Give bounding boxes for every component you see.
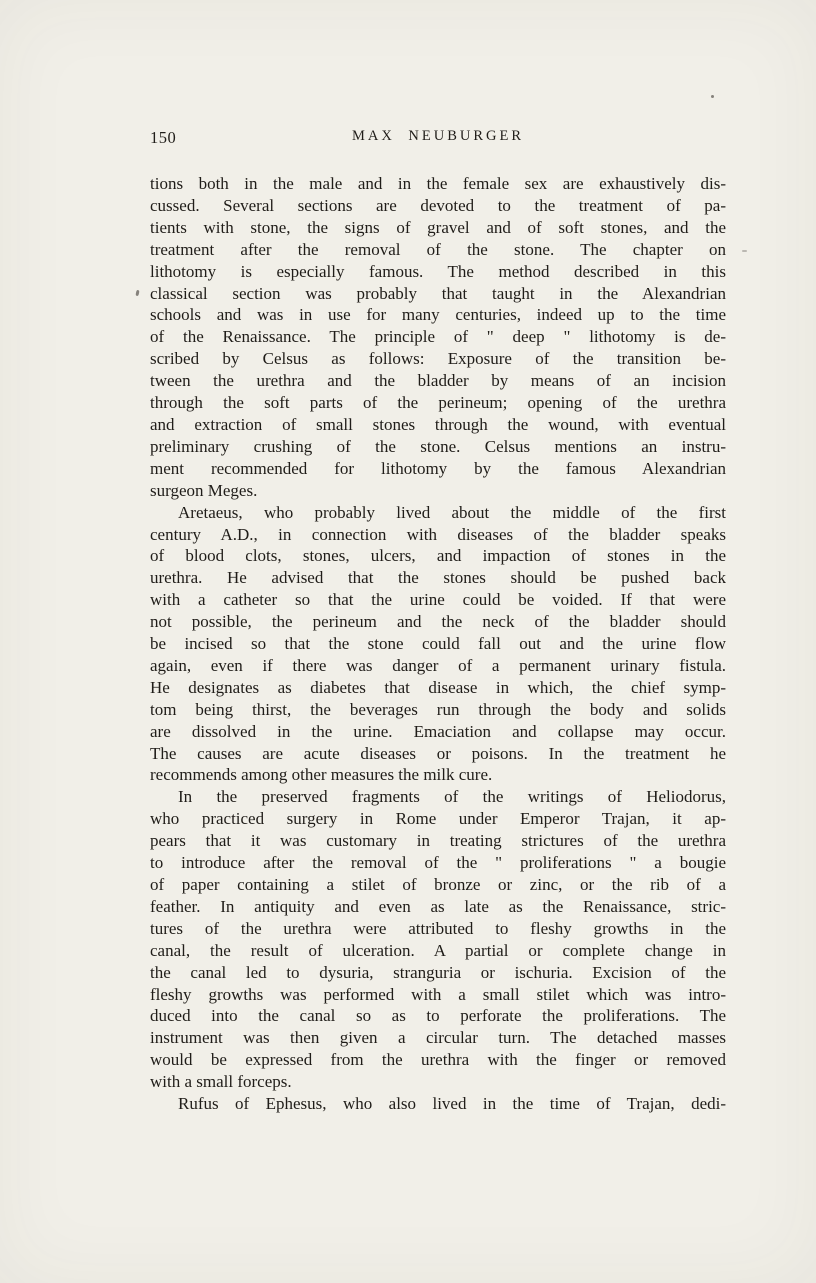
text-line: recommends among other measures the milk cure. xyxy=(150,765,493,785)
text-line: Aretaeus, who probably lived about the middle of the first xyxy=(178,502,726,522)
text-line: treatment after the removal of the stone. The chapter on xyxy=(150,239,726,259)
scan-speck xyxy=(711,95,714,98)
text-line: lithotomy is especially famous. The method described in this xyxy=(150,261,726,281)
page-body xyxy=(150,173,726,1115)
text-line: would be expressed from the urethra with the finger or removed xyxy=(150,1050,726,1070)
text-line: to introduce after the removal of the " proliferations " a bougie xyxy=(150,853,726,873)
text-line: He designates as diabetes that disease in which, the chief symp- xyxy=(150,677,726,697)
running-head: MAX NEUBURGER xyxy=(351,128,525,144)
text-line: of blood clots, stones, ulcers, and impaction of stones in the xyxy=(150,546,726,566)
text-line: and extraction of small stones through the wound, with eventual xyxy=(150,414,726,434)
text-line: the canal led to dysuria, stranguria or ischuria. Excision of the xyxy=(150,962,726,982)
text-line: cussed. Several sections are devoted to the treatment of pa- xyxy=(150,195,726,215)
text-line: In the preserved fragments of the writings of Heliodorus, xyxy=(178,787,726,807)
paragraph xyxy=(150,1093,726,1115)
text-line: schools and was in use for many centuries, indeed up to the time xyxy=(150,305,726,325)
paragraph xyxy=(150,502,726,787)
text-line: with a catheter so that the urine could be voided. If that were xyxy=(150,590,726,610)
text-line: pears that it was customary in treating strictures of the urethra xyxy=(150,831,726,851)
page-header xyxy=(150,128,726,150)
text-line: surgeon Meges. xyxy=(150,480,258,500)
text-line: instrument was then given a circular turn. The detached masses xyxy=(150,1028,726,1048)
paragraph xyxy=(150,173,726,502)
scan-speck xyxy=(135,290,139,296)
text-line: through the soft parts of the perineum; opening of the urethra xyxy=(150,393,726,413)
text-line: again, even if there was danger of a permanent urinary fistula. xyxy=(150,655,726,675)
text-line: duced into the canal so as to perforate the proliferations. The xyxy=(150,1006,726,1026)
scan-speck xyxy=(742,250,747,252)
text-line: century A.D., in connection with diseases of the bladder speaks xyxy=(150,524,726,544)
text-line: The causes are acute diseases or poisons. In the treatment he xyxy=(150,743,726,763)
text-line: of paper containing a stilet of bronze or zinc, or the rib of a xyxy=(150,875,726,894)
text-line: who practiced surgery in Rome under Emperor Trajan, it ap- xyxy=(150,809,726,829)
text-line: tures of the urethra were attributed to fleshy growths in the xyxy=(150,918,726,938)
text-line: tween the urethra and the bladder by means of an incision xyxy=(150,371,726,391)
text-line: preliminary crushing of the stone. Celsus mentions an instru- xyxy=(150,436,726,456)
text-line: of the Renaissance. The principle of " deep " lithotomy is de- xyxy=(150,327,726,347)
text-line: scribed by Celsus as follows: Exposure of the transition be- xyxy=(150,349,726,369)
text-line: tom being thirst, the beverages run through the body and solids xyxy=(150,699,726,719)
text-line: ment recommended for lithotomy by the famous Alexandrian xyxy=(150,458,726,478)
text-column xyxy=(150,128,726,1115)
text-line: not possible, the perineum and the neck of the bladder should xyxy=(150,612,726,632)
text-line: tients with stone, the signs of gravel and of soft stones, and the xyxy=(150,217,726,237)
text-line: tions both in the male and in the female sex are exhaustively dis- xyxy=(150,174,726,193)
text-line: with a small forceps. xyxy=(150,1072,292,1092)
text-line: be incised so that the stone could fall out and the urine flow xyxy=(150,634,726,654)
paragraph xyxy=(150,786,726,1093)
text-line: classical section was probably that taught in the Alexandrian xyxy=(150,283,726,303)
text-line: canal, the result of ulceration. A partial or complete change in xyxy=(150,940,726,960)
text-line: Rufus of Ephesus, who also lived in the time of Trajan, dedi- xyxy=(178,1094,726,1114)
text-line: fleshy growths was performed with a small stilet which was intro- xyxy=(150,984,726,1004)
text-line: feather. In antiquity and even as late as the Renaissance, stric- xyxy=(150,896,726,916)
text-line: urethra. He advised that the stones should be pushed back xyxy=(150,568,726,588)
page-number: 150 xyxy=(150,128,177,147)
text-line: are dissolved in the urine. Emaciation and collapse may occur. xyxy=(150,721,726,741)
